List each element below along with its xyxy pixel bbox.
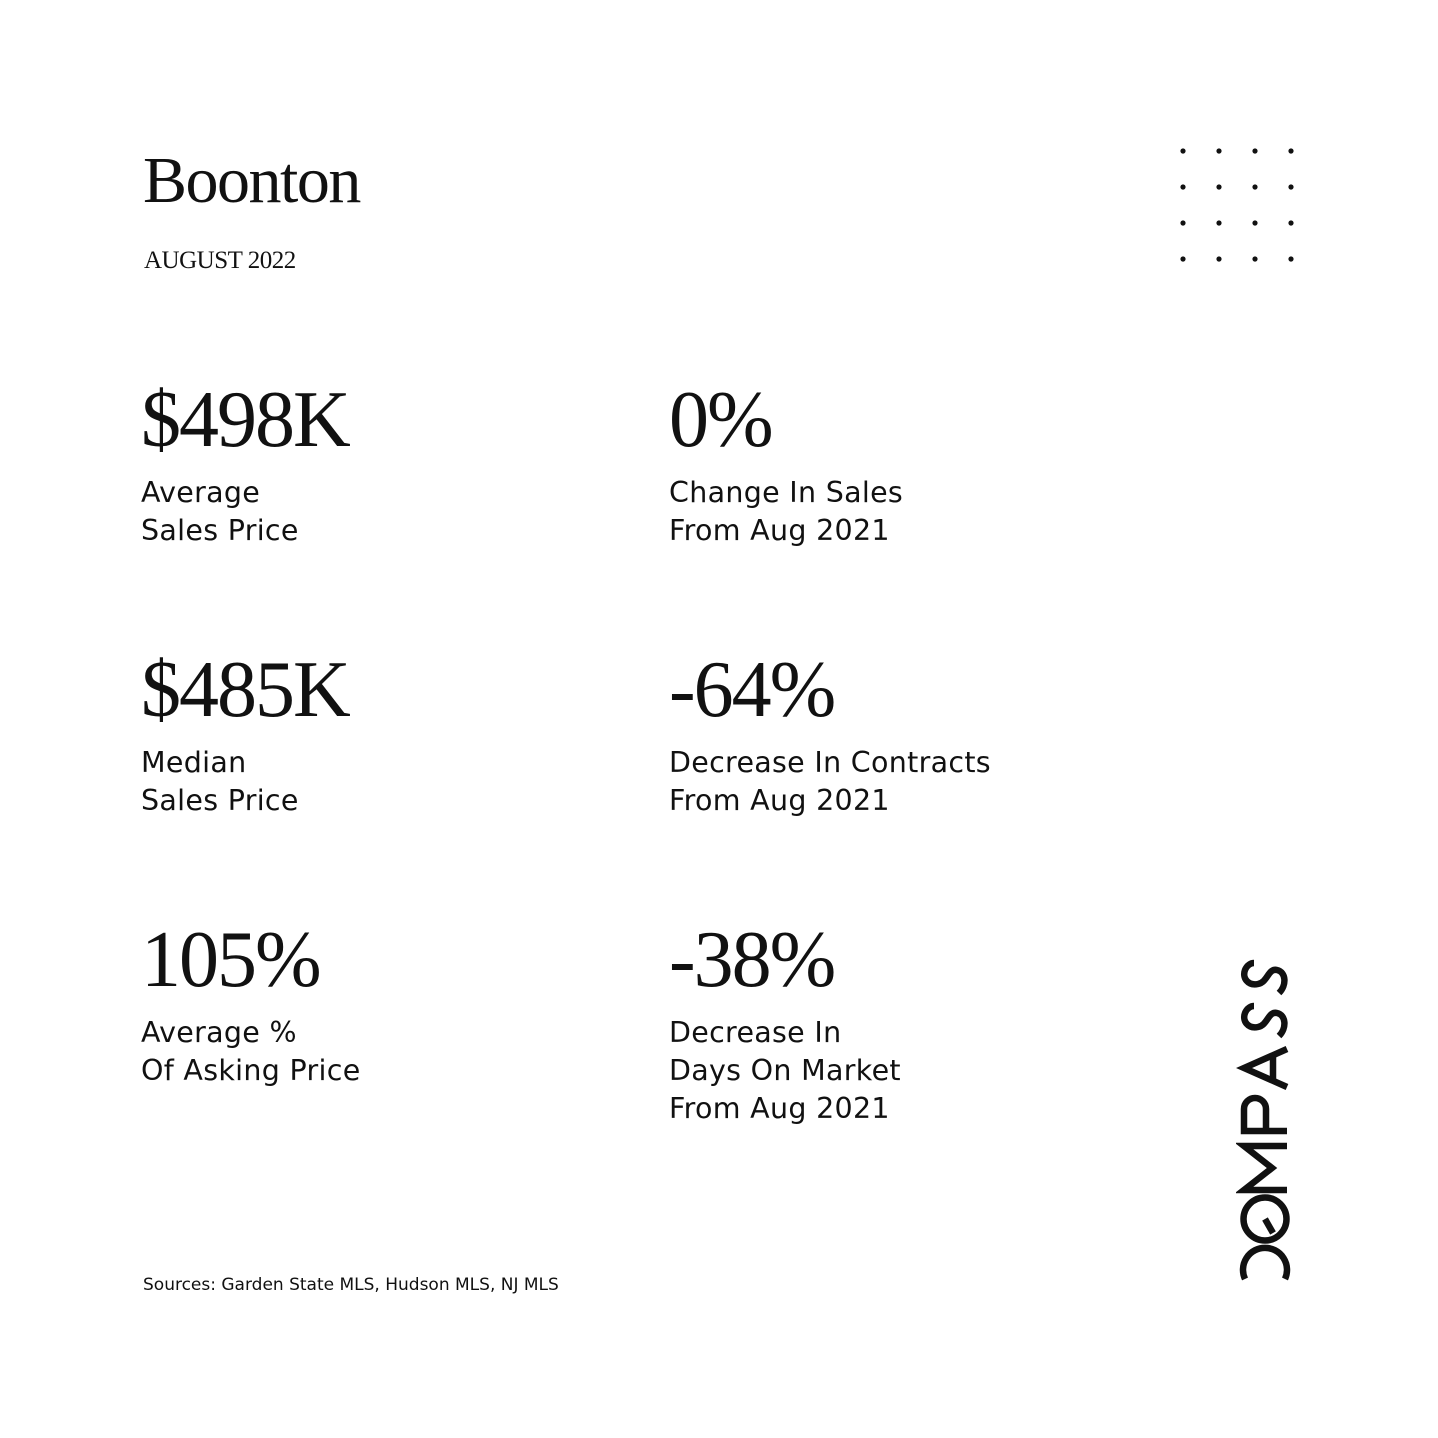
stat-change-in-sales bbox=[669, 376, 1129, 550]
report-date: AUGUST 2022 bbox=[144, 247, 296, 274]
stat-median-sales-price bbox=[141, 646, 601, 820]
stat-value: 105% bbox=[141, 916, 320, 1004]
stat-average-of-asking-price bbox=[141, 916, 601, 1090]
stat-value: -38% bbox=[669, 916, 835, 1004]
sources-footnote: Sources: Garden State MLS, Hudson MLS, NJ MLS bbox=[143, 1275, 559, 1295]
dot-grid-icon bbox=[1176, 144, 1300, 268]
stat-label: Median Sales Price bbox=[141, 746, 299, 817]
stat-label: Decrease In Days On Market From Aug 2021 bbox=[669, 1016, 901, 1125]
stat-label: Average % Of Asking Price bbox=[141, 1016, 361, 1087]
stat-decrease-in-days-on-market bbox=[669, 916, 1129, 1128]
page-title: Boonton bbox=[143, 144, 360, 217]
stat-label: Change In Sales From Aug 2021 bbox=[669, 476, 904, 547]
stat-value: $498K bbox=[141, 376, 349, 464]
stat-label: Average Sales Price bbox=[141, 476, 299, 547]
stat-label: Decrease In Contracts From Aug 2021 bbox=[669, 746, 991, 817]
stat-value: $485K bbox=[141, 646, 349, 734]
stat-value: 0% bbox=[669, 376, 772, 464]
stat-average-sales-price bbox=[141, 376, 601, 550]
compass-logo bbox=[1236, 955, 1294, 1295]
stat-decrease-in-contracts bbox=[669, 646, 1129, 820]
stat-value: -64% bbox=[669, 646, 835, 734]
